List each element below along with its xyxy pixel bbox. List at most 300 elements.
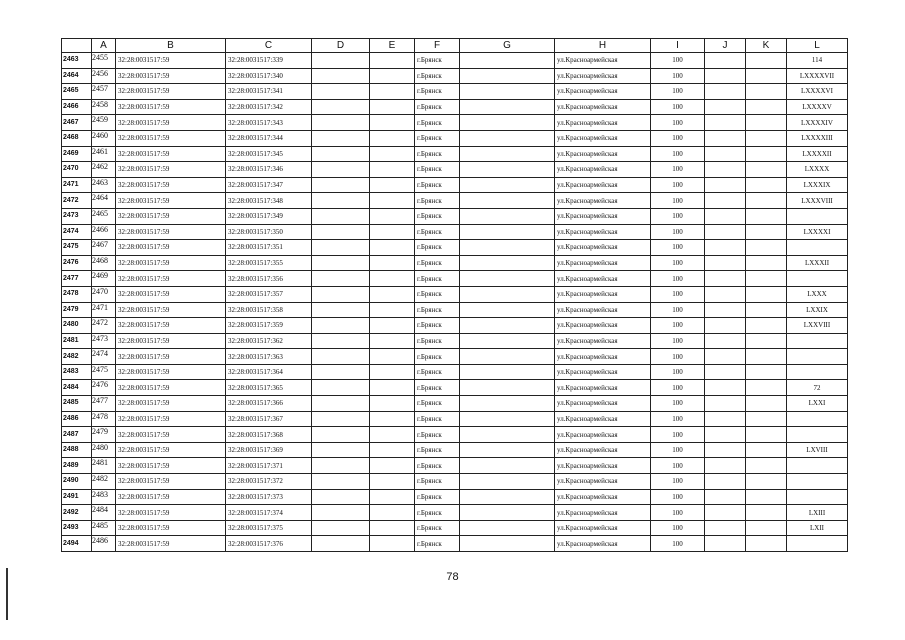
cell-l[interactable] — [787, 333, 848, 349]
cell-a[interactable]: 2477 — [92, 396, 116, 412]
row-number[interactable]: 2473 — [62, 208, 92, 224]
cell-a[interactable]: 2478 — [92, 411, 116, 427]
cell-a[interactable]: 2467 — [92, 240, 116, 256]
cell-i[interactable]: 100 — [651, 396, 705, 412]
cell-l[interactable]: LXXIX — [787, 302, 848, 318]
cell-e[interactable] — [370, 271, 415, 287]
cell-d[interactable] — [312, 505, 370, 521]
cell-e[interactable] — [370, 146, 415, 162]
row-number[interactable]: 2489 — [62, 458, 92, 474]
cell-h[interactable]: ул.Красноармейская — [555, 271, 651, 287]
cell-h[interactable]: ул.Красноармейская — [555, 146, 651, 162]
cell-c[interactable]: 32:28:0031517:359 — [226, 318, 312, 334]
cell-k[interactable] — [746, 364, 787, 380]
cell-j[interactable] — [705, 380, 746, 396]
cell-b[interactable]: 32:28:0031517:59 — [116, 224, 226, 240]
cell-h[interactable]: ул.Красноармейская — [555, 458, 651, 474]
cell-j[interactable] — [705, 224, 746, 240]
cell-d[interactable] — [312, 240, 370, 256]
cell-b[interactable]: 32:28:0031517:59 — [116, 474, 226, 490]
cell-b[interactable]: 32:28:0031517:59 — [116, 411, 226, 427]
cell-e[interactable] — [370, 442, 415, 458]
cell-j[interactable] — [705, 130, 746, 146]
cell-a[interactable]: 2470 — [92, 286, 116, 302]
cell-l[interactable] — [787, 349, 848, 365]
cell-l[interactable]: LXIII — [787, 505, 848, 521]
cell-d[interactable] — [312, 520, 370, 536]
corner-header[interactable] — [62, 39, 92, 53]
cell-f[interactable]: г.Брянск — [415, 318, 460, 334]
cell-d[interactable] — [312, 224, 370, 240]
cell-k[interactable] — [746, 146, 787, 162]
cell-c[interactable]: 32:28:0031517:364 — [226, 364, 312, 380]
cell-f[interactable]: г.Брянск — [415, 99, 460, 115]
cell-k[interactable] — [746, 130, 787, 146]
column-header-b[interactable]: B — [116, 39, 226, 53]
row-number[interactable]: 2479 — [62, 302, 92, 318]
cell-i[interactable]: 100 — [651, 255, 705, 271]
column-header-l[interactable]: L — [787, 39, 848, 53]
cell-e[interactable] — [370, 489, 415, 505]
cell-i[interactable]: 100 — [651, 193, 705, 209]
cell-a[interactable]: 2462 — [92, 162, 116, 178]
column-header-j[interactable]: J — [705, 39, 746, 53]
cell-h[interactable]: ул.Красноармейская — [555, 162, 651, 178]
cell-k[interactable] — [746, 115, 787, 131]
cell-c[interactable]: 32:28:0031517:344 — [226, 130, 312, 146]
cell-d[interactable] — [312, 146, 370, 162]
cell-c[interactable]: 32:28:0031517:339 — [226, 53, 312, 69]
column-header-a[interactable]: A — [92, 39, 116, 53]
cell-j[interactable] — [705, 208, 746, 224]
row-number[interactable]: 2475 — [62, 240, 92, 256]
cell-b[interactable]: 32:28:0031517:59 — [116, 115, 226, 131]
cell-i[interactable]: 100 — [651, 318, 705, 334]
cell-b[interactable]: 32:28:0031517:59 — [116, 240, 226, 256]
cell-i[interactable]: 100 — [651, 505, 705, 521]
cell-a[interactable]: 2474 — [92, 349, 116, 365]
cell-a[interactable]: 2466 — [92, 224, 116, 240]
cell-b[interactable]: 32:28:0031517:59 — [116, 177, 226, 193]
cell-a[interactable]: 2483 — [92, 489, 116, 505]
cell-b[interactable]: 32:28:0031517:59 — [116, 146, 226, 162]
cell-i[interactable]: 100 — [651, 349, 705, 365]
cell-k[interactable] — [746, 396, 787, 412]
cell-i[interactable]: 100 — [651, 53, 705, 69]
cell-i[interactable]: 100 — [651, 99, 705, 115]
cell-e[interactable] — [370, 286, 415, 302]
cell-i[interactable]: 100 — [651, 271, 705, 287]
cell-k[interactable] — [746, 333, 787, 349]
cell-f[interactable]: г.Брянск — [415, 380, 460, 396]
cell-g[interactable] — [460, 115, 555, 131]
cell-d[interactable] — [312, 193, 370, 209]
cell-b[interactable]: 32:28:0031517:59 — [116, 364, 226, 380]
cell-j[interactable] — [705, 474, 746, 490]
cell-a[interactable]: 2457 — [92, 84, 116, 100]
cell-b[interactable]: 32:28:0031517:59 — [116, 489, 226, 505]
cell-j[interactable] — [705, 318, 746, 334]
cell-i[interactable]: 100 — [651, 333, 705, 349]
cell-d[interactable] — [312, 53, 370, 69]
cell-i[interactable]: 100 — [651, 458, 705, 474]
cell-c[interactable]: 32:28:0031517:362 — [226, 333, 312, 349]
cell-h[interactable]: ул.Красноармейская — [555, 84, 651, 100]
cell-g[interactable] — [460, 240, 555, 256]
cell-b[interactable]: 32:28:0031517:59 — [116, 53, 226, 69]
cell-l[interactable]: LXVIII — [787, 442, 848, 458]
cell-i[interactable]: 100 — [651, 442, 705, 458]
cell-b[interactable]: 32:28:0031517:59 — [116, 396, 226, 412]
row-number[interactable]: 2474 — [62, 224, 92, 240]
row-number[interactable]: 2465 — [62, 84, 92, 100]
cell-k[interactable] — [746, 427, 787, 443]
cell-d[interactable] — [312, 84, 370, 100]
cell-l[interactable] — [787, 427, 848, 443]
cell-d[interactable] — [312, 115, 370, 131]
cell-k[interactable] — [746, 162, 787, 178]
cell-g[interactable] — [460, 442, 555, 458]
cell-d[interactable] — [312, 302, 370, 318]
cell-e[interactable] — [370, 520, 415, 536]
cell-i[interactable]: 100 — [651, 427, 705, 443]
cell-a[interactable]: 2473 — [92, 333, 116, 349]
cell-h[interactable]: ул.Красноармейская — [555, 489, 651, 505]
cell-d[interactable] — [312, 474, 370, 490]
cell-i[interactable]: 100 — [651, 162, 705, 178]
cell-h[interactable]: ул.Красноармейская — [555, 333, 651, 349]
row-number[interactable]: 2471 — [62, 177, 92, 193]
cell-d[interactable] — [312, 442, 370, 458]
cell-a[interactable]: 2481 — [92, 458, 116, 474]
row-number[interactable]: 2466 — [62, 99, 92, 115]
cell-d[interactable] — [312, 130, 370, 146]
cell-j[interactable] — [705, 489, 746, 505]
cell-c[interactable]: 32:28:0031517:365 — [226, 380, 312, 396]
cell-b[interactable]: 32:28:0031517:59 — [116, 302, 226, 318]
cell-c[interactable]: 32:28:0031517:369 — [226, 442, 312, 458]
cell-h[interactable]: ул.Красноармейская — [555, 286, 651, 302]
column-header-e[interactable]: E — [370, 39, 415, 53]
cell-g[interactable] — [460, 162, 555, 178]
cell-c[interactable]: 32:28:0031517:349 — [226, 208, 312, 224]
cell-a[interactable]: 2480 — [92, 442, 116, 458]
cell-g[interactable] — [460, 489, 555, 505]
cell-f[interactable]: г.Брянск — [415, 130, 460, 146]
cell-j[interactable] — [705, 240, 746, 256]
cell-b[interactable]: 32:28:0031517:59 — [116, 68, 226, 84]
cell-k[interactable] — [746, 193, 787, 209]
cell-c[interactable]: 32:28:0031517:348 — [226, 193, 312, 209]
cell-d[interactable] — [312, 318, 370, 334]
cell-i[interactable]: 100 — [651, 208, 705, 224]
cell-d[interactable] — [312, 177, 370, 193]
cell-h[interactable]: ул.Красноармейская — [555, 302, 651, 318]
cell-f[interactable]: г.Брянск — [415, 68, 460, 84]
cell-j[interactable] — [705, 286, 746, 302]
cell-j[interactable] — [705, 177, 746, 193]
cell-h[interactable]: ул.Красноармейская — [555, 411, 651, 427]
cell-l[interactable] — [787, 536, 848, 552]
cell-e[interactable] — [370, 427, 415, 443]
cell-j[interactable] — [705, 53, 746, 69]
row-number[interactable]: 2467 — [62, 115, 92, 131]
cell-e[interactable] — [370, 536, 415, 552]
cell-c[interactable]: 32:28:0031517:358 — [226, 302, 312, 318]
cell-l[interactable]: LXXXIX — [787, 177, 848, 193]
column-header-i[interactable]: I — [651, 39, 705, 53]
cell-a[interactable]: 2469 — [92, 271, 116, 287]
cell-e[interactable] — [370, 208, 415, 224]
column-header-d[interactable]: D — [312, 39, 370, 53]
cell-k[interactable] — [746, 349, 787, 365]
cell-c[interactable]: 32:28:0031517:340 — [226, 68, 312, 84]
cell-j[interactable] — [705, 271, 746, 287]
cell-e[interactable] — [370, 255, 415, 271]
cell-c[interactable]: 32:28:0031517:345 — [226, 146, 312, 162]
cell-d[interactable] — [312, 162, 370, 178]
cell-a[interactable]: 2475 — [92, 364, 116, 380]
cell-j[interactable] — [705, 68, 746, 84]
cell-d[interactable] — [312, 458, 370, 474]
column-header-f[interactable]: F — [415, 39, 460, 53]
cell-b[interactable]: 32:28:0031517:59 — [116, 255, 226, 271]
cell-k[interactable] — [746, 505, 787, 521]
cell-f[interactable]: г.Брянск — [415, 411, 460, 427]
cell-g[interactable] — [460, 427, 555, 443]
cell-e[interactable] — [370, 177, 415, 193]
cell-k[interactable] — [746, 442, 787, 458]
cell-g[interactable] — [460, 396, 555, 412]
cell-g[interactable] — [460, 520, 555, 536]
cell-c[interactable]: 32:28:0031517:363 — [226, 349, 312, 365]
cell-f[interactable]: г.Брянск — [415, 520, 460, 536]
cell-e[interactable] — [370, 364, 415, 380]
cell-e[interactable] — [370, 193, 415, 209]
cell-l[interactable]: LXXXXII — [787, 146, 848, 162]
cell-f[interactable]: г.Брянск — [415, 115, 460, 131]
row-number[interactable]: 2488 — [62, 442, 92, 458]
cell-b[interactable]: 32:28:0031517:59 — [116, 208, 226, 224]
cell-g[interactable] — [460, 333, 555, 349]
cell-l[interactable] — [787, 489, 848, 505]
cell-h[interactable]: ул.Красноармейская — [555, 240, 651, 256]
cell-h[interactable]: ул.Красноармейская — [555, 255, 651, 271]
cell-c[interactable]: 32:28:0031517:372 — [226, 474, 312, 490]
cell-e[interactable] — [370, 130, 415, 146]
cell-g[interactable] — [460, 349, 555, 365]
cell-j[interactable] — [705, 442, 746, 458]
cell-e[interactable] — [370, 396, 415, 412]
cell-a[interactable]: 2482 — [92, 474, 116, 490]
cell-h[interactable]: ул.Красноармейская — [555, 224, 651, 240]
cell-g[interactable] — [460, 536, 555, 552]
cell-b[interactable]: 32:28:0031517:59 — [116, 84, 226, 100]
cell-i[interactable]: 100 — [651, 364, 705, 380]
cell-h[interactable]: ул.Красноармейская — [555, 380, 651, 396]
cell-c[interactable]: 32:28:0031517:373 — [226, 489, 312, 505]
cell-d[interactable] — [312, 255, 370, 271]
row-number[interactable]: 2470 — [62, 162, 92, 178]
cell-h[interactable]: ул.Красноармейская — [555, 99, 651, 115]
row-number[interactable]: 2492 — [62, 505, 92, 521]
cell-a[interactable]: 2486 — [92, 536, 116, 552]
cell-g[interactable] — [460, 68, 555, 84]
cell-a[interactable]: 2464 — [92, 193, 116, 209]
cell-b[interactable]: 32:28:0031517:59 — [116, 99, 226, 115]
cell-g[interactable] — [460, 458, 555, 474]
cell-a[interactable]: 2485 — [92, 520, 116, 536]
cell-a[interactable]: 2484 — [92, 505, 116, 521]
cell-b[interactable]: 32:28:0031517:59 — [116, 427, 226, 443]
cell-i[interactable]: 100 — [651, 411, 705, 427]
cell-j[interactable] — [705, 536, 746, 552]
cell-l[interactable]: LXXXXV — [787, 99, 848, 115]
cell-g[interactable] — [460, 271, 555, 287]
row-number[interactable]: 2480 — [62, 318, 92, 334]
cell-a[interactable]: 2472 — [92, 318, 116, 334]
cell-a[interactable]: 2468 — [92, 255, 116, 271]
column-header-c[interactable]: C — [226, 39, 312, 53]
cell-a[interactable]: 2456 — [92, 68, 116, 84]
cell-k[interactable] — [746, 208, 787, 224]
cell-a[interactable]: 2471 — [92, 302, 116, 318]
cell-b[interactable]: 32:28:0031517:59 — [116, 380, 226, 396]
cell-h[interactable]: ул.Красноармейская — [555, 318, 651, 334]
row-number[interactable]: 2485 — [62, 396, 92, 412]
cell-j[interactable] — [705, 411, 746, 427]
cell-g[interactable] — [460, 53, 555, 69]
cell-i[interactable]: 100 — [651, 474, 705, 490]
cell-h[interactable]: ул.Красноармейская — [555, 396, 651, 412]
cell-c[interactable]: 32:28:0031517:356 — [226, 271, 312, 287]
row-number[interactable]: 2484 — [62, 380, 92, 396]
cell-k[interactable] — [746, 53, 787, 69]
cell-g[interactable] — [460, 411, 555, 427]
cell-b[interactable]: 32:28:0031517:59 — [116, 442, 226, 458]
cell-i[interactable]: 100 — [651, 130, 705, 146]
cell-g[interactable] — [460, 130, 555, 146]
cell-l[interactable]: LXXI — [787, 396, 848, 412]
cell-d[interactable] — [312, 411, 370, 427]
row-number[interactable]: 2472 — [62, 193, 92, 209]
cell-c[interactable]: 32:28:0031517:341 — [226, 84, 312, 100]
row-number[interactable]: 2477 — [62, 271, 92, 287]
cell-k[interactable] — [746, 271, 787, 287]
cell-g[interactable] — [460, 177, 555, 193]
cell-f[interactable]: г.Брянск — [415, 349, 460, 365]
cell-c[interactable]: 32:28:0031517:371 — [226, 458, 312, 474]
cell-f[interactable]: г.Брянск — [415, 271, 460, 287]
cell-i[interactable]: 100 — [651, 536, 705, 552]
row-number[interactable]: 2482 — [62, 349, 92, 365]
cell-c[interactable]: 32:28:0031517:350 — [226, 224, 312, 240]
cell-h[interactable]: ул.Красноармейская — [555, 349, 651, 365]
cell-b[interactable]: 32:28:0031517:59 — [116, 130, 226, 146]
cell-d[interactable] — [312, 68, 370, 84]
cell-e[interactable] — [370, 380, 415, 396]
cell-f[interactable]: г.Брянск — [415, 146, 460, 162]
cell-i[interactable]: 100 — [651, 84, 705, 100]
cell-e[interactable] — [370, 84, 415, 100]
cell-j[interactable] — [705, 458, 746, 474]
cell-f[interactable]: г.Брянск — [415, 162, 460, 178]
cell-j[interactable] — [705, 146, 746, 162]
cell-i[interactable]: 100 — [651, 380, 705, 396]
cell-b[interactable]: 32:28:0031517:59 — [116, 318, 226, 334]
cell-i[interactable]: 100 — [651, 115, 705, 131]
cell-b[interactable]: 32:28:0031517:59 — [116, 536, 226, 552]
cell-i[interactable]: 100 — [651, 224, 705, 240]
cell-c[interactable]: 32:28:0031517:366 — [226, 396, 312, 412]
cell-h[interactable]: ул.Красноармейская — [555, 427, 651, 443]
cell-g[interactable] — [460, 286, 555, 302]
cell-f[interactable]: г.Брянск — [415, 224, 460, 240]
row-number[interactable]: 2481 — [62, 333, 92, 349]
cell-l[interactable]: LXXXXI — [787, 224, 848, 240]
row-number[interactable]: 2469 — [62, 146, 92, 162]
cell-f[interactable]: г.Брянск — [415, 396, 460, 412]
cell-a[interactable]: 2461 — [92, 146, 116, 162]
cell-e[interactable] — [370, 68, 415, 84]
cell-f[interactable]: г.Брянск — [415, 240, 460, 256]
cell-j[interactable] — [705, 349, 746, 365]
cell-g[interactable] — [460, 208, 555, 224]
cell-e[interactable] — [370, 53, 415, 69]
cell-b[interactable]: 32:28:0031517:59 — [116, 505, 226, 521]
cell-j[interactable] — [705, 193, 746, 209]
cell-d[interactable] — [312, 427, 370, 443]
cell-l[interactable] — [787, 458, 848, 474]
cell-h[interactable]: ул.Красноармейская — [555, 177, 651, 193]
cell-c[interactable]: 32:28:0031517:367 — [226, 411, 312, 427]
cell-e[interactable] — [370, 99, 415, 115]
cell-l[interactable] — [787, 240, 848, 256]
cell-f[interactable]: г.Брянск — [415, 333, 460, 349]
cell-l[interactable]: LXXXX — [787, 162, 848, 178]
cell-c[interactable]: 32:28:0031517:368 — [226, 427, 312, 443]
cell-c[interactable]: 32:28:0031517:342 — [226, 99, 312, 115]
cell-j[interactable] — [705, 427, 746, 443]
cell-f[interactable]: г.Брянск — [415, 53, 460, 69]
cell-j[interactable] — [705, 162, 746, 178]
cell-e[interactable] — [370, 411, 415, 427]
cell-j[interactable] — [705, 302, 746, 318]
cell-i[interactable]: 100 — [651, 146, 705, 162]
cell-d[interactable] — [312, 99, 370, 115]
row-number[interactable]: 2494 — [62, 536, 92, 552]
row-number[interactable]: 2493 — [62, 520, 92, 536]
cell-d[interactable] — [312, 333, 370, 349]
cell-k[interactable] — [746, 99, 787, 115]
row-number[interactable]: 2476 — [62, 255, 92, 271]
cell-j[interactable] — [705, 99, 746, 115]
cell-f[interactable]: г.Брянск — [415, 458, 460, 474]
cell-k[interactable] — [746, 302, 787, 318]
row-number[interactable]: 2490 — [62, 474, 92, 490]
row-number[interactable]: 2487 — [62, 427, 92, 443]
cell-k[interactable] — [746, 474, 787, 490]
cell-k[interactable] — [746, 224, 787, 240]
cell-e[interactable] — [370, 505, 415, 521]
cell-g[interactable] — [460, 224, 555, 240]
row-number[interactable]: 2464 — [62, 68, 92, 84]
cell-f[interactable]: г.Брянск — [415, 442, 460, 458]
cell-l[interactable]: LXXXXIV — [787, 115, 848, 131]
cell-e[interactable] — [370, 115, 415, 131]
cell-k[interactable] — [746, 489, 787, 505]
cell-j[interactable] — [705, 364, 746, 380]
